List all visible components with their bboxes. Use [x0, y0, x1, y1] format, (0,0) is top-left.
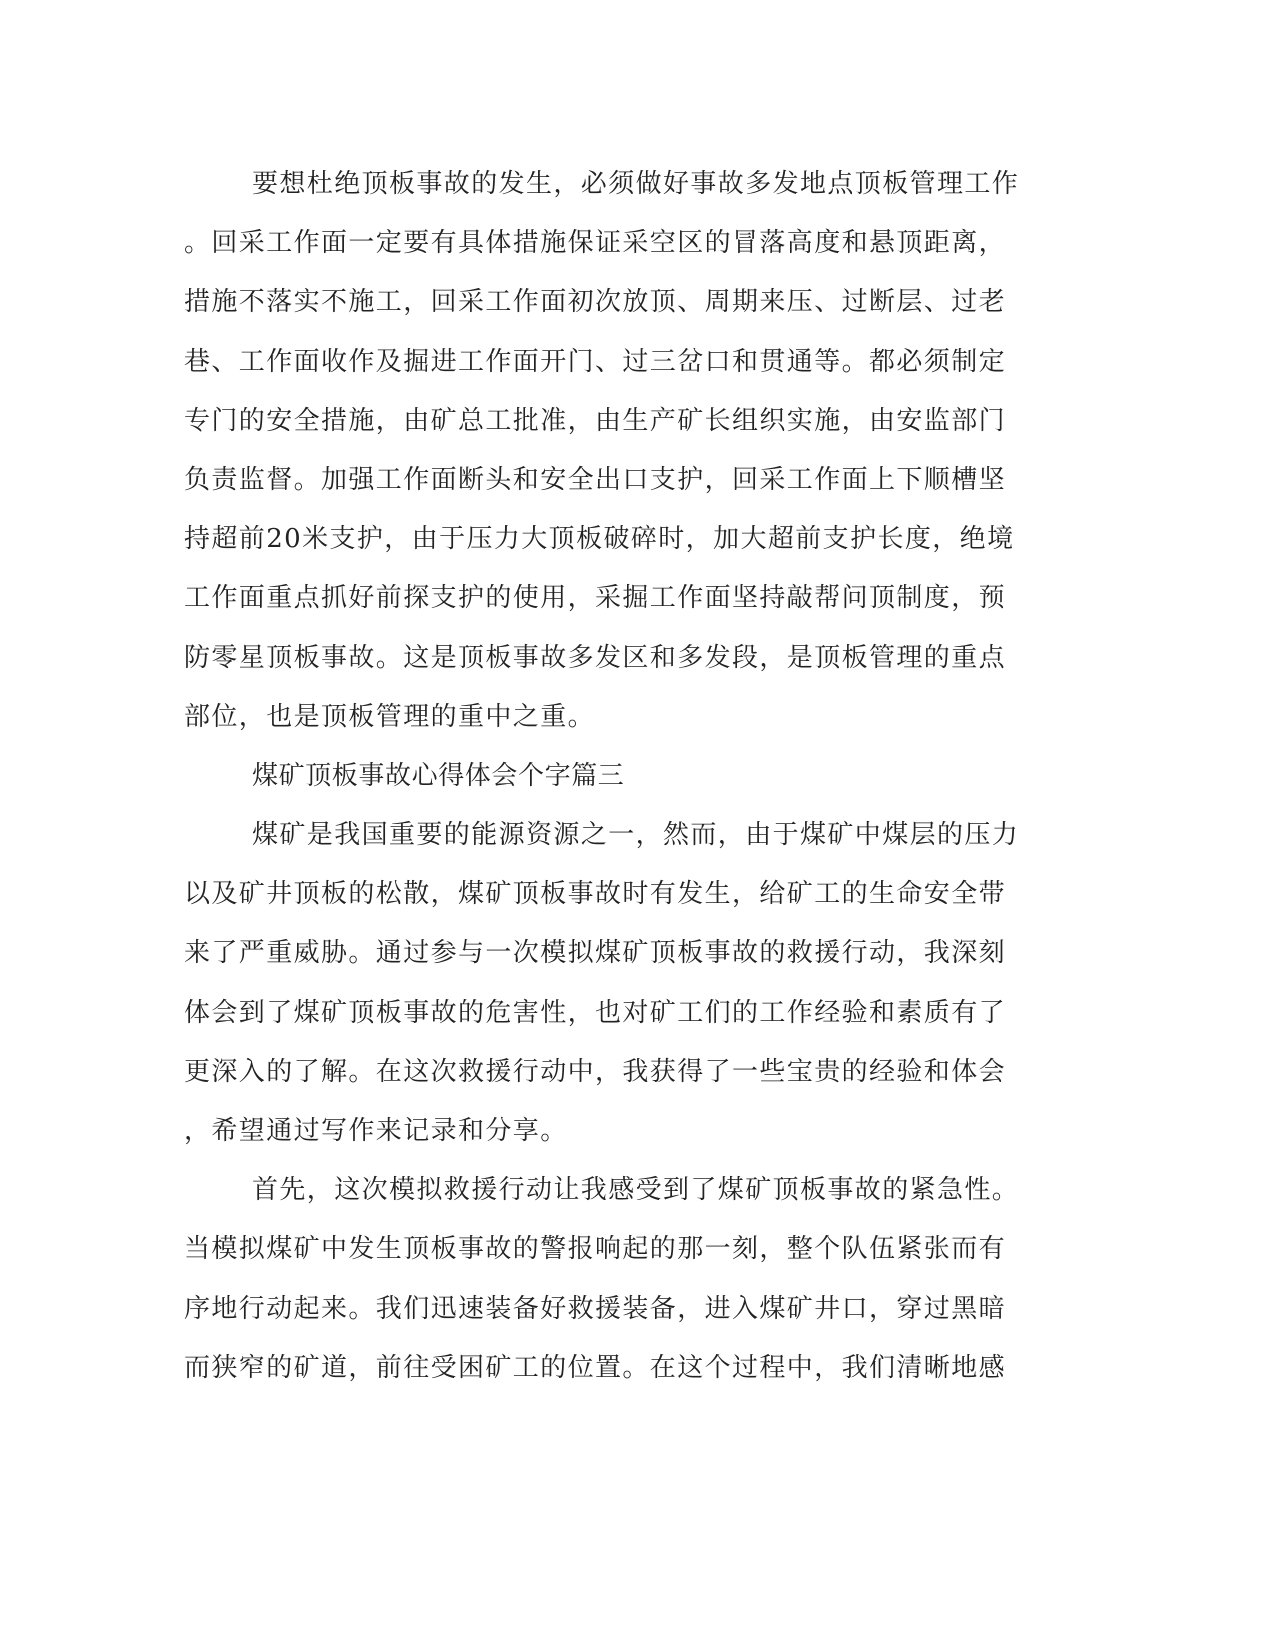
- paragraph-line: 工作面重点抓好前探支护的使用，采掘工作面坚持敲帮问顶制度，预: [184, 583, 1007, 614]
- paragraph-line: 专门的安全措施，由矿总工批准，由生产矿长组织实施，由安监部门: [184, 405, 1007, 436]
- paragraph-line: 部位，也是顶板管理的重中之重。: [184, 701, 596, 732]
- paragraph-line: 持超前20米支护，由于压力大顶板破碎时，加大超前支护长度，绝境: [184, 524, 1015, 555]
- paragraph-line: 措施不落实不施工，回采工作面初次放顶、周期来压、过断层、过老: [184, 287, 1007, 318]
- document-body: [184, 155, 1044, 1398]
- paragraph-line: 首先，这次模拟救援行动让我感受到了煤矿顶板事故的紧急性。: [252, 1175, 1020, 1206]
- paragraph-line: 负责监督。加强工作面断头和安全出口支护，回采工作面上下顺槽坚: [184, 464, 1007, 495]
- paragraph-line: 要想杜绝顶板事故的发生，必须做好事故多发地点顶板管理工作: [252, 169, 1020, 199]
- paragraph-line: ，希望通过写作来记录和分享。: [184, 1116, 568, 1146]
- paragraph-line: 防零星顶板事故。这是顶板事故多发区和多发段，是顶板管理的重点: [184, 642, 1007, 673]
- paragraph-line: 序地行动起来。我们迅速装备好救援装备，进入煤矿井口，穿过黑暗: [184, 1293, 1007, 1324]
- paragraph-line: 而狭窄的矿道，前往受困矿工的位置。在这个过程中，我们清晰地感: [184, 1352, 1007, 1383]
- paragraph-line: 煤矿是我国重要的能源资源之一，然而，由于煤矿中煤层的压力: [252, 820, 1020, 851]
- paragraph-line: 当模拟煤矿中发生顶板事故的警报响起的那一刻，整个队伍紧张而有: [184, 1234, 1007, 1265]
- paragraph-line: 来了严重威胁。通过参与一次模拟煤矿顶板事故的救援行动，我深刻: [184, 938, 1007, 969]
- paragraph-line: 更深入的了解。在这次救援行动中，我获得了一些宝贵的经验和体会: [184, 1056, 1007, 1087]
- paragraph-line: 体会到了煤矿顶板事故的危害性，也对矿工们的工作经验和素质有了: [184, 997, 1007, 1028]
- section-heading: 煤矿顶板事故心得体会个字篇三: [252, 760, 625, 791]
- paragraph-line: 。回采工作面一定要有具体措施保证采空区的冒落高度和悬顶距离，: [184, 228, 1007, 259]
- paragraph-line: 以及矿井顶板的松散，煤矿顶板事故时有发生，给矿工的生命安全带: [184, 879, 1007, 910]
- paragraph-line: 巷、工作面收作及掘进工作面开门、过三岔口和贯通等。都必须制定: [184, 346, 1007, 377]
